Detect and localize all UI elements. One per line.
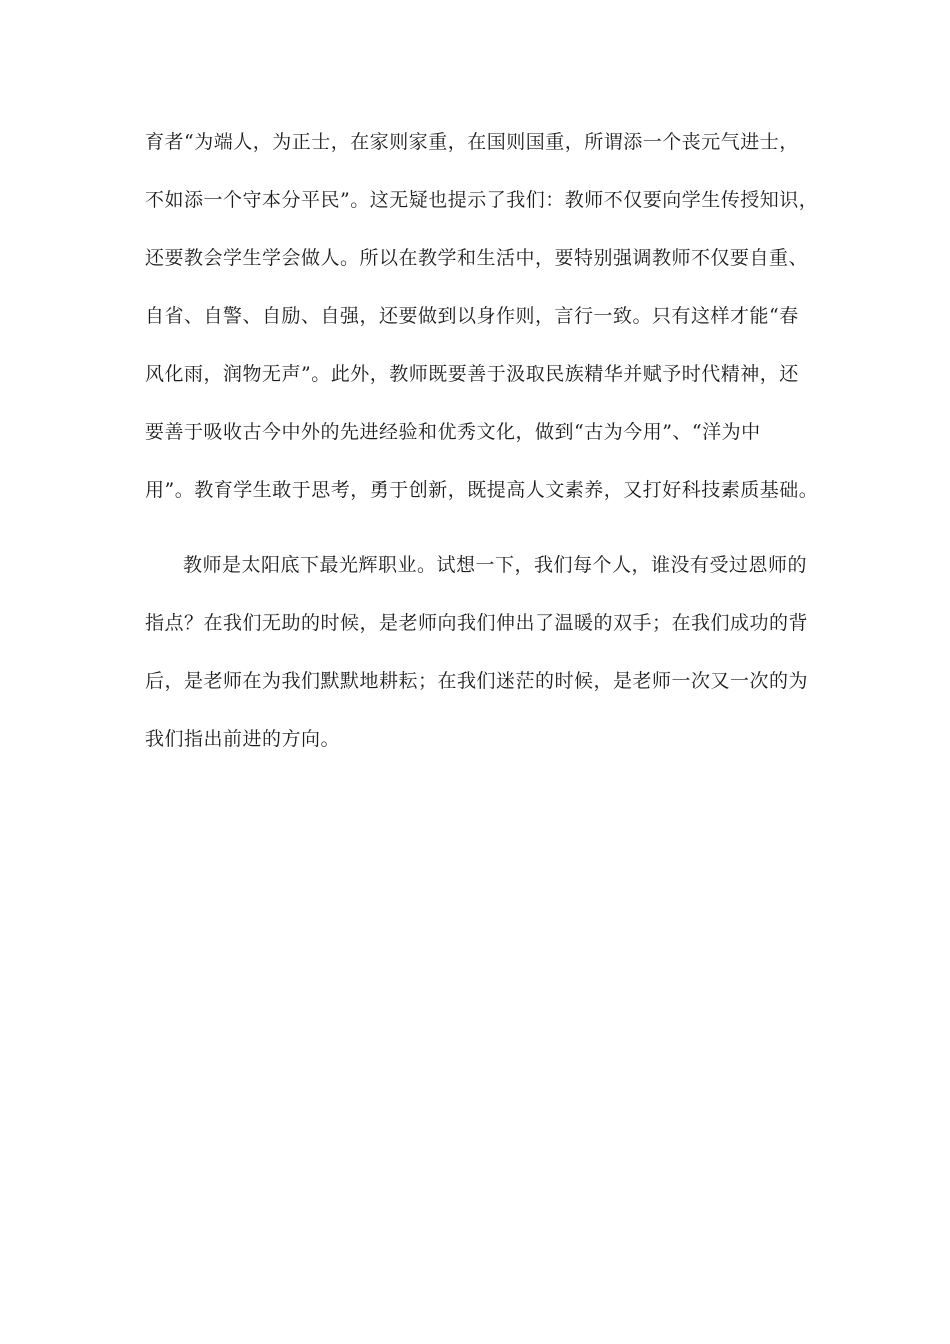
paragraph-2-line-2: 指点？在我们无助的时候，是老师向我们伸出了温暖的双手；在我们成功的背 xyxy=(145,612,809,634)
paragraph-1-line-7: 用”。教育学生敢于思考，勇于创新，既提高人文素养，又打好科技素质基础。 xyxy=(145,479,819,501)
paragraph-1-line-6: 要善于吸收古今中外的先进经验和优秀文化，做到“古为今用”、“洋为中 xyxy=(145,421,761,443)
paragraph-2-line-3: 后，是老师在为我们默默地耕耘；在我们迷茫的时候，是老师一次又一次的为 xyxy=(145,670,809,692)
paragraph-1-line-1: 育者“为端人，为正士，在家则家重，在国则国重，所谓添一个丧元气进士， xyxy=(145,131,799,153)
paragraph-1-line-4: 自省、自警、自励、自强，还要做到以身作则，言行一致。只有这样才能“春 xyxy=(145,305,799,327)
paragraph-2-line-1: 教师是太阳底下最光辉职业。试想一下，我们每个人，谁没有受过恩师的 xyxy=(183,554,808,576)
paragraph-2-line-4: 我们指出前进的方向。 xyxy=(145,728,341,750)
paragraph-1-line-2: 不如添一个守本分平民”。这无疑也提示了我们：教师不仅要向学生传授知识， xyxy=(145,189,819,211)
paragraph-1-line-3: 还要教会学生学会做人。所以在教学和生活中，要特别强调教师不仅要自重、 xyxy=(145,247,809,269)
paragraph-1-line-5: 风化雨，润物无声”。此外，教师既要善于汲取民族精华并赋予时代精神，还 xyxy=(145,363,799,385)
